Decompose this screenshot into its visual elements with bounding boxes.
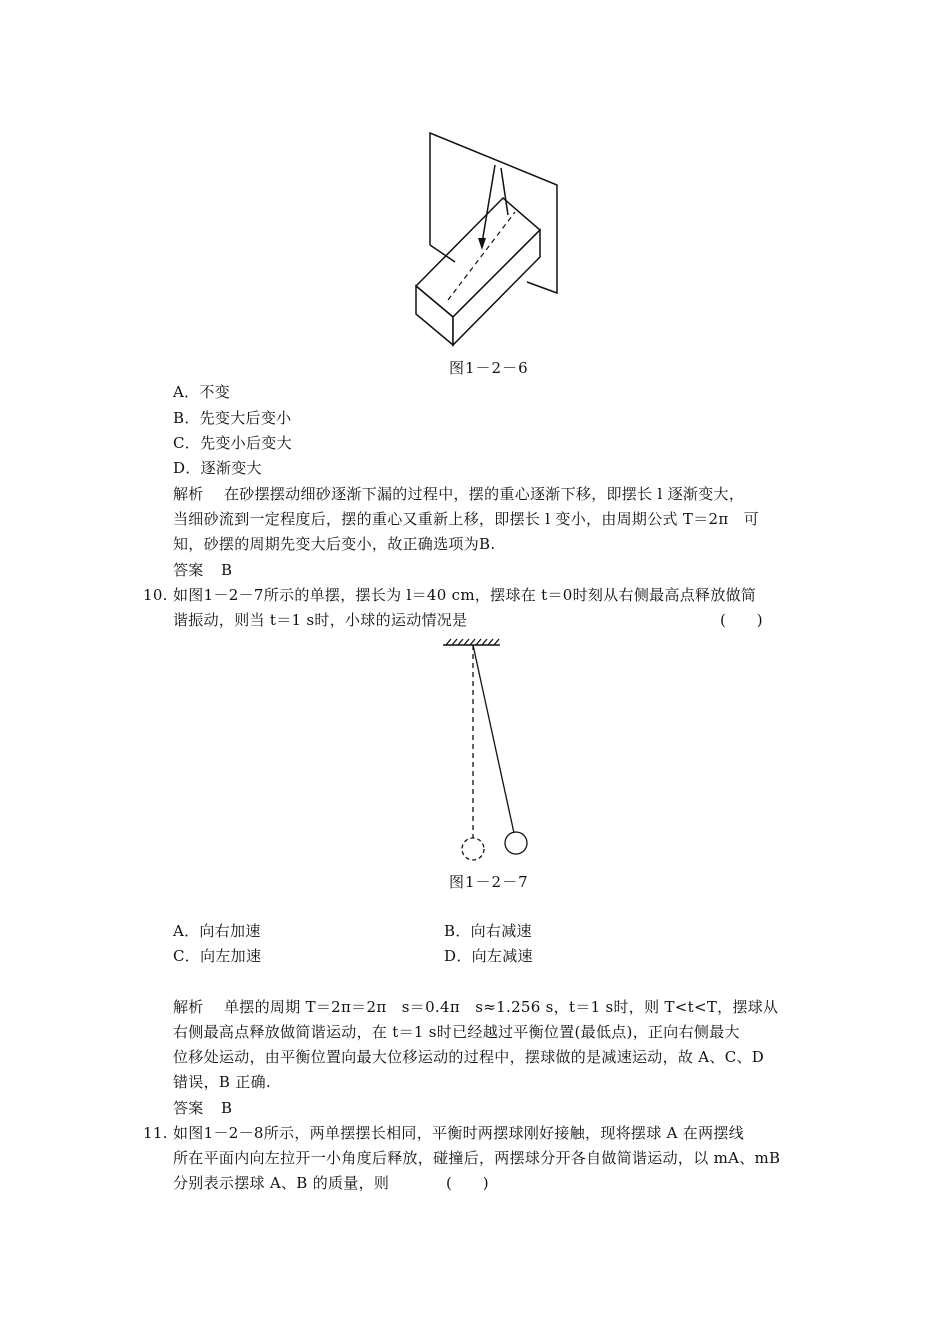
q11-number: 11. bbox=[143, 1124, 168, 1142]
q10-option-b: B．向右减速 bbox=[444, 922, 532, 940]
q9-option-c: C．先变小后变大 bbox=[173, 434, 292, 452]
q9-analysis-label: 解析 bbox=[173, 485, 204, 503]
q10-analysis-line-3: 位移处运动，由平衡位置向最大位移运动的过程中，摆球做的是减速运动，故 A、C、D bbox=[173, 1048, 765, 1066]
q10-stem-line-1: 如图1－2－7所示的单摆，摆长为 l＝40 cm，摆球在 t＝0时刻从右侧最高点释放做简 bbox=[173, 586, 757, 604]
q9-option-d: D．逐渐变大 bbox=[173, 459, 262, 477]
q9-answer: B bbox=[221, 561, 233, 579]
figure-1-2-7-caption: 图1－2－7 bbox=[449, 873, 529, 891]
q10-answer-label: 答案 bbox=[173, 1099, 204, 1117]
q10-option-c: C．向左加速 bbox=[173, 947, 262, 965]
q10-option-a: A．向右加速 bbox=[173, 922, 261, 940]
q10-stem-line-2: 谐振动，则当 t＝1 s时，小球的运动情况是 bbox=[173, 611, 468, 629]
q10-option-d: D．向左减速 bbox=[444, 947, 533, 965]
q9-analysis-line-3: 知，砂摆的周期先变大后变小，故正确选项为B. bbox=[173, 535, 496, 553]
q10-blank: ( ) bbox=[720, 611, 763, 629]
q11-blank: ( ) bbox=[446, 1174, 489, 1192]
q10-analysis-line-4: 错误，B 正确. bbox=[173, 1073, 271, 1091]
q10-answer: B bbox=[221, 1099, 233, 1117]
q10-analysis-line-2: 右侧最高点释放做简谐运动，在 t＝1 s时已经越过平衡位置(最低点)，正向右侧最大 bbox=[173, 1023, 740, 1041]
q9-answer-label: 答案 bbox=[173, 561, 204, 579]
q9-option-b: B．先变大后变小 bbox=[173, 409, 292, 427]
q9-analysis-line-2: 当细砂流到一定程度后，摆的重心又重新上移，即摆长 l 变小，由周期公式 T＝2π 可 bbox=[173, 510, 760, 528]
q11-stem-line-2: 所在平面内向左拉开一小角度后释放，碰撞后，两摆球分开各自做简谐运动，以 mA、mB bbox=[173, 1149, 781, 1167]
q11-stem-line-1: 如图1－2－8所示，两单摆摆长相同，平衡时两摆球刚好接触，现将摆球 A 在两摆线 bbox=[173, 1124, 745, 1142]
figure-1-2-6-caption: 图1－2－6 bbox=[449, 359, 529, 377]
q10-analysis-line-1: 单摆的周期 T＝2π＝2π s＝0.4π s≈1.256 s，t＝1 s时，则 T<t<T，摆球从 bbox=[224, 998, 779, 1016]
q9-analysis-line-1: 在砂摆摆动细砂逐渐下漏的过程中，摆的重心逐渐下移，即摆长 l 逐渐变大， bbox=[224, 485, 745, 503]
q10-number: 10. bbox=[143, 586, 168, 604]
q11-stem-line-3: 分别表示摆球 A、B 的质量，则 bbox=[173, 1174, 390, 1192]
q10-analysis-label: 解析 bbox=[173, 998, 204, 1016]
q9-option-a: A．不变 bbox=[173, 383, 231, 401]
